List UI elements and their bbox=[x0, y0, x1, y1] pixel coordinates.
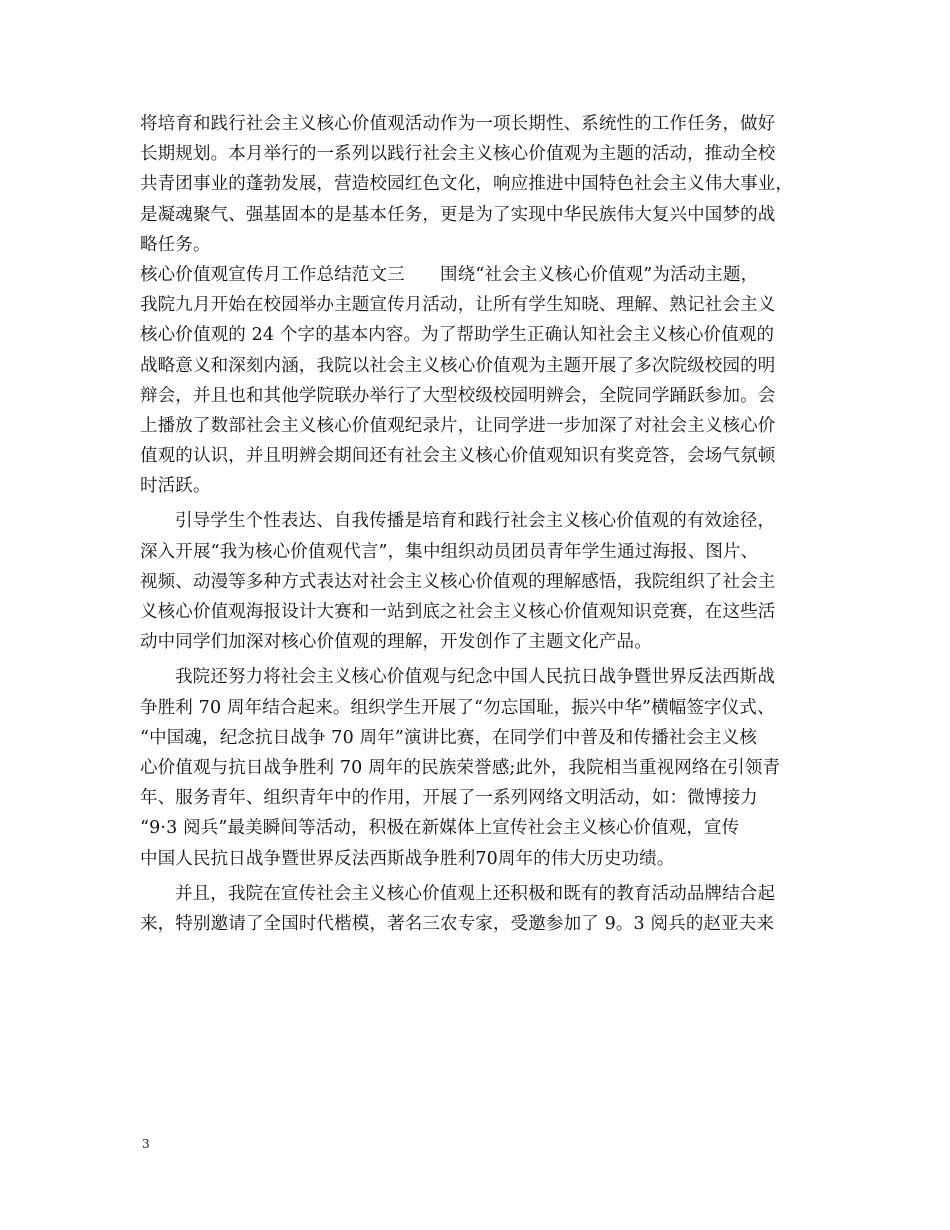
text-line: 视频、动漫等多种方式表达对社会主义核心价值观的理解感悟，我院组织了社会主 bbox=[140, 571, 776, 592]
text-line: 动中同学们加深对核心价值观的理解，开发创作了主题文化产品。 bbox=[140, 632, 652, 653]
text-line: 并且，我院在宣传社会主义核心价值观上还积极和既有的教育活动品牌结合起 bbox=[175, 883, 776, 904]
document-body bbox=[140, 109, 830, 939]
text-line: 年、服务青年、组织青年中的作用，开展了一系列网络文明活动，如：微博接力 bbox=[140, 788, 758, 809]
text-line: 上播放了数部社会主义核心价值观纪录片，让同学进一步加深了对社会主义核心价 bbox=[140, 415, 776, 436]
paragraph-5 bbox=[140, 879, 830, 939]
paragraph-3 bbox=[140, 506, 830, 657]
text-line: 时活跃。 bbox=[140, 476, 211, 497]
text-line: 中国人民抗日战争暨世界反法西斯战争胜利70周年的伟大历史功绩。 bbox=[140, 848, 675, 869]
text-line: “中国魂，纪念抗日战争 70 周年”演讲比赛，在同学们中普及和传播社会主义核 bbox=[140, 727, 757, 748]
text-line: 我院九月开始在校园举办主题宣传月活动，让所有学生知晓、理解、熟记社会主义 bbox=[140, 295, 776, 316]
text-line: 义核心价值观海报设计大赛和一站到底之社会主义核心价值观知识竞赛，在这些活 bbox=[140, 602, 776, 622]
text-line: 是凝魂聚气、强基固本的是基本任务，更是为了实现中华民族伟大复兴中国梦的战 bbox=[140, 204, 776, 225]
text-line: 心价值观与抗日战争胜利 70 周年的民族荣誉感;此外，我院相当重视网络在引领青 bbox=[140, 757, 781, 778]
text-line: 略任务。 bbox=[140, 234, 211, 255]
section-heading-line: 核心价值观宣传月工作总结范文三 围绕“社会主义核心价值观”为活动主题， bbox=[140, 264, 759, 285]
text-line: 将培育和践行社会主义核心价值观活动作为一项长期性、系统性的工作任务，做好 bbox=[140, 114, 776, 134]
text-line: 战略意义和深刻内涵，我院以社会主义核心价值观为主题开展了多次院级校园的明 bbox=[140, 355, 776, 376]
paragraph-4 bbox=[140, 662, 830, 873]
page-number: 3 bbox=[142, 1137, 150, 1151]
text-line: 共青团事业的蓬勃发展，营造校园红色文化，响应推进中国特色社会主义伟大事业， bbox=[140, 174, 794, 195]
paragraph-1 bbox=[140, 109, 830, 260]
text-line: 辩会，并且也和其他学院联办举行了大型校级校园明辨会，全院同学踊跃参加。会 bbox=[140, 385, 776, 406]
paragraph-2 bbox=[140, 260, 830, 502]
text-line: 争胜利 70 周年结合起来。组织学生开展了“勿忘国耻，振兴中华”横幅签字仪式、 bbox=[140, 697, 775, 718]
text-line: 长期规划。本月举行的一系列以践行社会主义核心价值观为主题的活动，推动全校 bbox=[140, 144, 776, 165]
text-line: 深入开展“我为核心价值观代言”，集中组织动员团员青年学生通过海报、图片、 bbox=[140, 541, 759, 562]
text-line: 来，特别邀请了全国时代楷模，著名三农专家，受邀参加了 9。3 阅兵的赵亚夫来 bbox=[140, 913, 775, 934]
text-line: 我院还努力将社会主义核心价值观与纪念中国人民抗日战争暨世界反法西斯战 bbox=[175, 667, 776, 688]
text-line: 核心价值观的 24 个字的基本内容。为了帮助学生正确认知社会主义核心价值观的 bbox=[140, 325, 775, 346]
text-line: 值观的认识，并且明辨会期间还有社会主义核心价值观知识有奖竞答，会场气氛顿 bbox=[140, 446, 776, 467]
text-line: 引导学生个性表达、自我传播是培育和践行社会主义核心价值观的有效途径， bbox=[175, 511, 776, 532]
text-line: “9·3 阅兵”最美瞬间等活动，积极在新媒体上宣传社会主义核心价值观，宣传 bbox=[140, 818, 740, 839]
